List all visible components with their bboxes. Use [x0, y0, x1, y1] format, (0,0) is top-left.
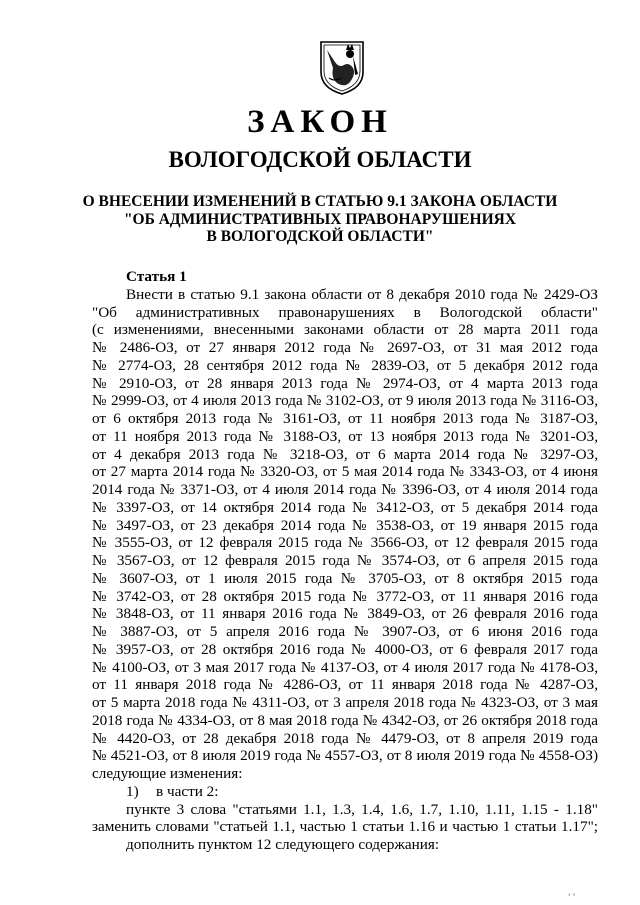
item-text: в части 2:	[156, 782, 219, 800]
body-line: № 3848-ОЗ, от 11 января 2016 года № 3849-ОЗ, от 26 февраля 2016 года	[92, 605, 598, 623]
body-line: № 3742-ОЗ, от 28 октября 2015 года № 3772-ОЗ, от 11 января 2016 года	[92, 587, 598, 605]
body-line: № 2999-ОЗ, от 4 июля 2013 года № 3102-ОЗ, от 9 июля 2013 года № 3116-ОЗ,	[92, 392, 598, 410]
body-line: "Об административных правонарушениях в Вологодской области"	[92, 303, 598, 321]
heading-line: В ВОЛОГОДСКОЙ ОБЛАСТИ"	[206, 228, 434, 245]
heading-line: О ВНЕСЕНИИ ИЗМЕНЕНИЙ В СТАТЬЮ 9.1 ЗАКОНА ОБЛАСТИ	[82, 193, 558, 210]
body-line: следующие изменения:	[92, 765, 243, 782]
body-line: Внести в статью 9.1 закона области от 8 декабря 2010 года № 2429-ОЗ	[126, 285, 598, 303]
body-line: 2014 года № 3371-ОЗ, от 4 июля 2014 года № 3396-ОЗ, от 4 июля 2014 года	[92, 481, 598, 498]
item-number: 1)	[126, 782, 139, 800]
body-line: от 11 января 2018 года № 4286-ОЗ, от 11 января 2018 года № 4287-ОЗ,	[92, 676, 598, 694]
body-line: № 4100-ОЗ, от 3 мая 2017 года № 4137-ОЗ, от 4 июля 2017 года № 4178-ОЗ,	[92, 658, 598, 676]
article-title: Статья 1	[126, 268, 187, 285]
body-line: дополнить пунктом 12 следующего содержания:	[126, 836, 440, 853]
law-heading	[0, 193, 640, 246]
body-line: 2018 года № 4334-ОЗ, от 8 мая 2018 года № 4342-ОЗ, от 26 октября 2018 года	[92, 711, 598, 729]
body-line: от 4 декабря 2013 года № 3218-ОЗ, от 6 марта 2014 года № 3297-ОЗ,	[92, 445, 598, 463]
body-line: № 3555-ОЗ, от 12 февраля 2015 года № 3566-ОЗ, от 12 февраля 2015 года	[92, 534, 598, 552]
body-line: заменить словами "статьей 1.1, частью 1 статьи 1.16 и частью 1 статьи 1.17";	[92, 818, 598, 836]
body-line: пункте 3 слова "статьями 1.1, 1.3, 1.4, 1.6, 1.7, 1.10, 1.11, 1.15 - 1.18"	[126, 800, 598, 818]
region-subtitle: ВОЛОГОДСКОЙ ОБЛАСТИ	[168, 147, 472, 172]
body-line: № 2486-ОЗ, от 27 января 2012 года № 2697-ОЗ, от 31 мая 2012 года	[92, 339, 598, 356]
law-title: ЗАКОН	[247, 104, 393, 140]
body-line: № 4420-ОЗ, от 28 декабря 2018 года № 4479-ОЗ, от 8 апреля 2019 года	[92, 729, 598, 747]
body-line: № 3497-ОЗ, от 23 декабря 2014 года № 3538-ОЗ, от 19 января 2015 года	[92, 516, 598, 534]
body-line: № 2774-ОЗ, 28 сентября 2012 года № 2839-ОЗ, от 5 декабря 2012 года	[92, 356, 598, 374]
body-line: № 4521-ОЗ, от 8 июля 2019 года № 4557-ОЗ, от 8 июля 2019 года № 4558-ОЗ)	[92, 747, 598, 765]
body-line: (с изменениями, внесенными законами области от 28 марта 2011 года	[92, 321, 598, 339]
body-line: № 3957-ОЗ, от 28 октября 2016 года № 4000-ОЗ, от 6 февраля 2017 года	[92, 640, 598, 658]
body-line: от 11 ноября 2013 года № 3188-ОЗ, от 13 ноября 2013 года № 3201-ОЗ,	[92, 427, 598, 445]
page-footer-mark: ʻ ʼ	[568, 892, 576, 901]
body-line: № 2910-ОЗ, от 28 января 2013 года № 2974-ОЗ, от 4 марта 2013 года	[92, 374, 598, 392]
vologda-coat-of-arms-icon	[317, 38, 367, 96]
body-line: от 5 марта 2018 года № 4311-ОЗ, от 3 апреля 2018 года № 4323-ОЗ, от 3 мая	[92, 694, 598, 711]
body-line: № 3397-ОЗ, от 14 октября 2014 года № 3412-ОЗ, от 5 декабря 2014 года	[92, 498, 598, 516]
article-body	[92, 268, 598, 854]
list-item	[92, 783, 598, 801]
body-line: № 3607-ОЗ, от 1 июля 2015 года № 3705-ОЗ, от 8 октября 2015 года	[92, 569, 598, 587]
body-line: от 6 октября 2013 года № 3161-ОЗ, от 11 ноября 2013 года № 3187-ОЗ,	[92, 410, 598, 427]
body-line: № 3567-ОЗ, от 12 февраля 2015 года № 3574-ОЗ, от 6 апреля 2015 года	[92, 552, 598, 569]
body-line: от 27 марта 2014 года № 3320-ОЗ, от 5 мая 2014 года № 3343-ОЗ, от 4 июня	[92, 463, 598, 481]
body-line: № 3887-ОЗ, от 5 апреля 2016 года № 3907-ОЗ, от 6 июня 2016 года	[92, 623, 598, 640]
heading-line: "ОБ АДМИНИСТРАТИВНЫХ ПРАВОНАРУШЕНИЯХ	[123, 210, 517, 228]
